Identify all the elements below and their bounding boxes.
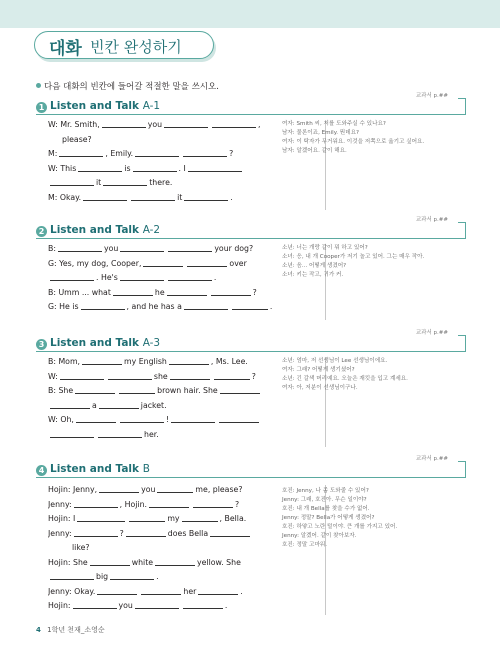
dialog: Hojin: Jenny, you me, please? Jenny: , Hojin. ? Hojin: I my , Bella. Jenny: ? does Bella like? Hojin: She white yellow. She big . Jenny: Okay. her . Hojin: you . xyxy=(48,483,280,614)
textbook-ref: 교과서 p.## xyxy=(415,330,448,336)
title-sub: 빈칸 완성하기 xyxy=(90,38,182,56)
blank[interactable] xyxy=(133,163,177,172)
page-title xyxy=(34,31,214,59)
header-band xyxy=(0,0,500,28)
bullet-icon xyxy=(36,83,41,88)
blank[interactable] xyxy=(170,371,210,380)
blank[interactable] xyxy=(99,484,139,493)
blank[interactable] xyxy=(108,371,152,380)
blank[interactable] xyxy=(74,499,118,508)
blank[interactable] xyxy=(149,499,189,508)
title-main: 대화 xyxy=(49,39,82,59)
blank[interactable] xyxy=(164,119,208,128)
blank[interactable] xyxy=(81,301,125,310)
textbook-ref: 교과서 p.## xyxy=(415,93,448,99)
blank[interactable] xyxy=(187,258,227,267)
section-label: Listen and Talk A-1 xyxy=(50,100,161,112)
blank[interactable] xyxy=(113,287,153,296)
footer-text: 1학년 천재_소영순 xyxy=(47,626,105,634)
section-header xyxy=(36,217,466,240)
section-label: Listen and Talk A-3 xyxy=(50,337,161,349)
blank[interactable] xyxy=(143,258,183,267)
section-header xyxy=(36,330,466,353)
blank[interactable] xyxy=(198,586,238,595)
blank[interactable] xyxy=(98,429,142,438)
blank[interactable] xyxy=(157,484,193,493)
blank[interactable] xyxy=(135,148,179,157)
blank[interactable] xyxy=(220,385,260,394)
section-number: 1 xyxy=(36,102,47,113)
section-1 xyxy=(36,93,466,202)
blank[interactable] xyxy=(50,177,94,186)
blank[interactable] xyxy=(120,414,164,423)
blank[interactable] xyxy=(232,301,268,310)
blank[interactable] xyxy=(103,177,147,186)
blank[interactable] xyxy=(50,429,94,438)
dialog: W: Mr. Smith, you , please? M: , Emily. ? W: This is . I it there. M: Okay. it . xyxy=(48,120,261,202)
blank[interactable] xyxy=(184,192,228,201)
blank[interactable] xyxy=(193,499,233,508)
blank[interactable] xyxy=(60,371,104,380)
section-header xyxy=(36,456,466,479)
section-number: 2 xyxy=(36,226,47,237)
footer xyxy=(36,625,105,635)
textbook-ref: 교과서 p.## xyxy=(415,456,448,462)
section-4 xyxy=(36,456,466,610)
section-number: 3 xyxy=(36,339,47,350)
blank[interactable] xyxy=(58,243,102,252)
blank[interactable] xyxy=(171,414,215,423)
section-number: 4 xyxy=(36,465,47,476)
section-3 xyxy=(36,330,466,439)
blank[interactable] xyxy=(83,192,127,201)
section-label: Listen and Talk B xyxy=(50,463,150,475)
translation: 호진: Jenny, 나 좀 도와줄 수 있어? Jenny: 그래, 호진아. 무슨 일이야? 호진: 내 개 Bella를 찾을 수가 없어. Jenny: 정말? Bella가 어떻게 생겼어? 호진: 하얗고 노란 털이야. 큰 개를 가지고 있어. Jenny: 알겠어. 같이 찾아보자. 호진: 정말 고마워. xyxy=(282,488,398,548)
blank[interactable] xyxy=(76,414,116,423)
blank[interactable] xyxy=(131,192,175,201)
page-number: 4 xyxy=(36,626,41,634)
blank[interactable] xyxy=(135,600,179,609)
blank[interactable] xyxy=(75,385,115,394)
blank[interactable] xyxy=(183,148,227,157)
blank[interactable] xyxy=(119,385,155,394)
blank[interactable] xyxy=(77,513,125,522)
blank[interactable] xyxy=(59,148,103,157)
blank[interactable] xyxy=(82,356,122,365)
blank[interactable] xyxy=(211,287,251,296)
blank[interactable] xyxy=(183,600,223,609)
blank[interactable] xyxy=(184,301,228,310)
dialog: B: Mom, my English , Ms. Lee. W: she ? B: She brown hair. She a jacket. W: Oh, ! her. xyxy=(48,355,280,442)
blank[interactable] xyxy=(50,272,94,281)
blank[interactable] xyxy=(168,272,212,281)
blank[interactable] xyxy=(182,513,218,522)
blank[interactable] xyxy=(110,571,154,580)
blank[interactable] xyxy=(102,119,146,128)
blank[interactable] xyxy=(97,586,137,595)
blank[interactable] xyxy=(99,400,139,409)
blank[interactable] xyxy=(50,571,94,580)
translation: 소년: 엄마, 저 선생님이 Lee 선생님이에요. 여자: 그래? 어떻게 생기셨어? 소년: 긴 갈색 머리예요. 오늘은 재킷을 입고 계세요. 여자: 아, 저분이 선생님이구나. xyxy=(282,358,408,391)
blank[interactable] xyxy=(168,243,212,252)
blank[interactable] xyxy=(155,557,195,566)
translation: 소년: 너는 개랑 같이 뭐 하고 있어? 소녀: 응, 내 개 Cooper가 저기 놀고 있어. 그는 매우 작아. 소년: 음... 어떻게 생겼어? 소녀: 키는 작고, 귀가 커. xyxy=(282,245,425,278)
instruction: 다음 대화의 빈칸에 들어갈 적절한 말을 쓰시오. xyxy=(36,80,219,92)
blank[interactable] xyxy=(74,528,118,537)
section-2 xyxy=(36,217,466,311)
section-header xyxy=(36,93,466,116)
blank[interactable] xyxy=(141,586,181,595)
dialog: B: you your dog? G: Yes, my dog, Cooper, over . He's . B: Umm ... what he ? G: He is , and he has a . xyxy=(48,244,273,311)
blank[interactable] xyxy=(90,557,130,566)
blank[interactable] xyxy=(126,528,166,537)
section-label: Listen and Talk A-2 xyxy=(50,224,161,236)
blank[interactable] xyxy=(129,513,165,522)
blank[interactable] xyxy=(167,287,207,296)
blank[interactable] xyxy=(73,600,117,609)
blank[interactable] xyxy=(50,400,90,409)
blank[interactable] xyxy=(120,272,164,281)
blank[interactable] xyxy=(210,528,250,537)
textbook-ref: 교과서 p.## xyxy=(415,217,448,223)
blank[interactable] xyxy=(219,414,259,423)
blank[interactable] xyxy=(214,371,250,380)
blank[interactable] xyxy=(188,163,242,172)
blank[interactable] xyxy=(212,119,256,128)
blank[interactable] xyxy=(169,356,209,365)
blank[interactable] xyxy=(78,163,122,172)
blank[interactable] xyxy=(120,243,164,252)
translation: 여자: Smith 씨, 저를 도와주실 수 있나요? 남자: 물론이죠, Emily. 뭔데요? 여자: 이 탁자가 무거워요. 이것을 저쪽으로 옮기고 싶어요. 남자: 알겠어요. 같이 해요. xyxy=(282,121,425,154)
